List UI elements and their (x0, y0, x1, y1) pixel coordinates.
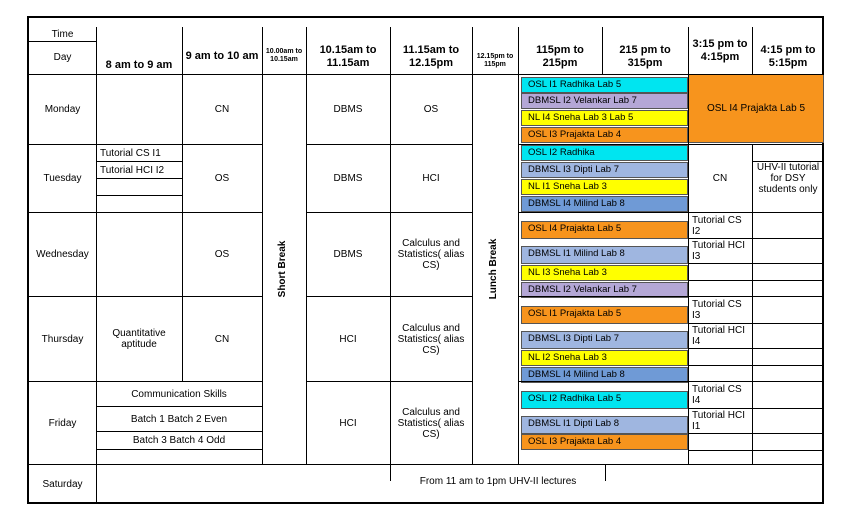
slot-1015: 10.15am to 11.15am (319, 44, 377, 69)
mon-9am: CN (214, 104, 230, 115)
slot-lunch: 12.15pm to 115pm (476, 53, 514, 68)
fri-row-3: Batch 3 Batch 4 Odd (132, 435, 226, 446)
tue-1015: DBMS (333, 173, 363, 184)
slot-415pm: 4:15 pm to 5:15pm (760, 44, 816, 69)
lab-fri-1: OSL I2 Radhika Lab 5 (521, 391, 688, 409)
slot-short-break: 10.00am to 10.15am (265, 48, 303, 63)
slot-215pm: 215 pm to 315pm (619, 44, 671, 69)
fri-tut-2: Tutorial HCI I1 (692, 410, 745, 432)
slot-315pm: 3:15 pm to 4:15pm (692, 38, 748, 63)
fri-1115: Calculus and Statistics( alias CS) (397, 406, 465, 440)
wed-1115: Calculus and Statistics( alias CS) (397, 238, 465, 271)
tue-415: UHV-II tutorial for DSY students only (756, 162, 820, 195)
lab-thu-4: DBMSL I4 Milind Lab 8 (521, 367, 688, 383)
day-monday: Monday (44, 104, 81, 115)
slot-115pm: 115pm to 215pm (536, 44, 584, 69)
slot-1115: 11.15am to 12.15pm (402, 44, 460, 69)
lab-mon-1: OSL I1 Radhika Lab 5 (521, 77, 688, 93)
lab-thu-2: DBMSL I3 Dipti Lab 7 (521, 331, 688, 349)
fri-row-1: Communication Skills (131, 388, 227, 400)
lab-tue-1: OSL I2 Radhika (521, 145, 688, 161)
lab-mon-4: OSL I3 Prajakta Lab 4 (521, 127, 688, 143)
lab-thu-3: NL I2 Sneha Lab 3 (521, 350, 688, 366)
day-thursday: Thursday (41, 333, 84, 345)
tue-tut-1: Tutorial CS I1 (100, 147, 161, 159)
mon-1015: DBMS (333, 104, 363, 115)
lab-wed-1: OSL I4 Prajakta Lab 5 (521, 221, 688, 239)
lab-wed-3: NL I3 Sneha Lab 3 (521, 265, 688, 281)
day-friday: Friday (48, 417, 77, 429)
wed-1015: DBMS (333, 249, 363, 260)
mon-1115: OS (423, 104, 439, 115)
lab-fri-3: OSL I3 Prajakta Lab 4 (521, 434, 688, 450)
wed-tut-1: Tutorial CS I2 (692, 214, 742, 237)
lab-mon-late: OSL I4 Prajakta Lab 5 (688, 74, 824, 143)
header-day: Day (53, 51, 72, 63)
fri-1015: HCI (339, 417, 357, 429)
lunch-break-label: Lunch Break (488, 238, 499, 300)
lab-wed-4: DBMSL I2 Velankar Lab 7 (521, 282, 688, 298)
thu-9am: CN (214, 333, 230, 345)
lab-mon-3: NL I4 Sneha Lab 3 Lab 5 (521, 110, 688, 126)
short-break-label: Short Break (277, 240, 288, 298)
lab-tue-3: NL I1 Sneha Lab 3 (521, 179, 688, 195)
tue-tut-2: Tutorial HCI I2 (100, 164, 165, 176)
thu-1115: Calculus and Statistics( alias CS) (397, 322, 465, 356)
day-tuesday: Tuesday (43, 173, 82, 184)
wed-tut-2: Tutorial HCI I3 (692, 240, 745, 262)
thu-8am: Quantitative aptitude (112, 328, 166, 350)
header-time: Time (51, 28, 74, 40)
lab-fri-2: DBMSL I1 Dipti Lab 8 (521, 416, 688, 434)
thu-1015: HCI (339, 333, 357, 345)
thu-tut-1: Tutorial CS I3 (692, 299, 742, 321)
fri-row-2: Batch 1 Batch 2 Even (130, 413, 228, 425)
lab-mon-2: DBMSL I2 Velankar Lab 7 (521, 93, 688, 109)
day-wednesday: Wednesday (36, 249, 89, 260)
tue-9am: OS (214, 173, 230, 184)
fri-tut-1: Tutorial CS I4 (692, 384, 742, 406)
lab-thu-1: OSL I1 Prajakta Lab 5 (521, 306, 688, 324)
day-saturday: Saturday (42, 478, 83, 490)
lab-tue-4: DBMSL I4 Milind Lab 8 (521, 196, 688, 212)
wed-9am: OS (214, 249, 230, 260)
slot-9am: 9 am to 10 am (185, 49, 259, 62)
tue-1115: HCI (422, 173, 440, 184)
slot-8am: 8 am to 9 am (105, 58, 173, 71)
lab-tue-2: DBMSL I3 Dipti Lab 7 (521, 162, 688, 178)
lab-wed-2: DBMSL I1 Milind Lab 8 (521, 246, 688, 264)
tue-315: CN (712, 173, 728, 184)
sat-note: From 11 am to 1pm UHV-II lectures (419, 475, 577, 487)
thu-tut-2: Tutorial HCI I4 (692, 325, 745, 347)
